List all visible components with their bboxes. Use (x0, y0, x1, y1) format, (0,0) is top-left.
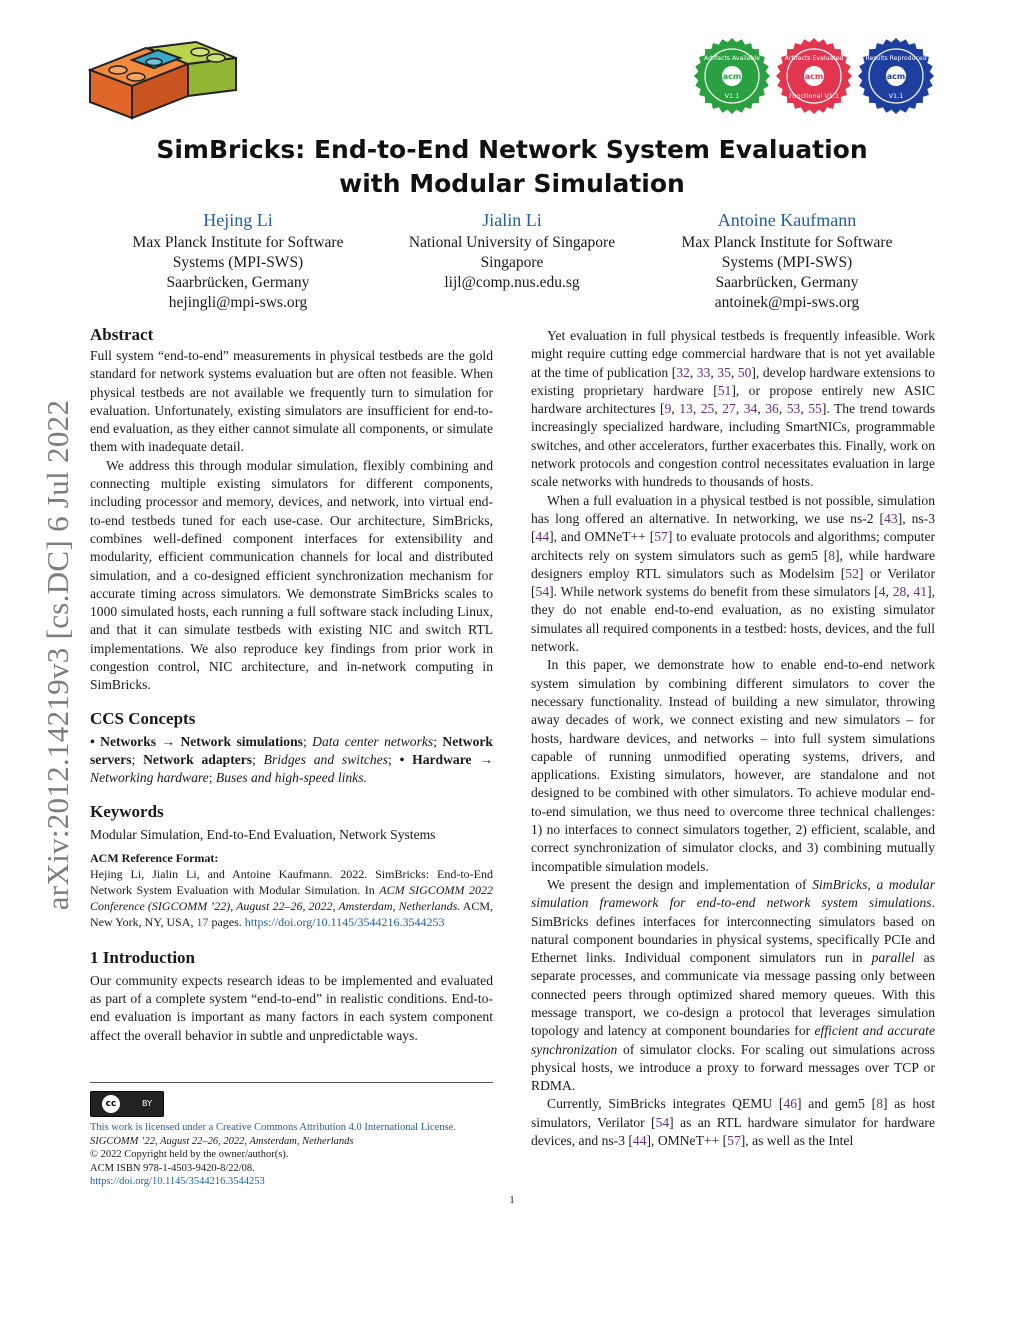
citation-link[interactable]: 55 (808, 401, 822, 417)
citation-link[interactable]: 28 (892, 584, 907, 600)
acm-badge-2 (776, 38, 852, 114)
acm-badge-3 (858, 38, 934, 114)
paper-title (120, 133, 904, 201)
author-affiliation: Systems (MPI-SWS) (172, 254, 304, 271)
citation-link[interactable]: 33 (696, 364, 711, 380)
copyright: © 2022 Copyright held by the owner/author(s). (90, 1149, 289, 1160)
author-name[interactable]: Hejing Li (203, 210, 273, 230)
abstract-heading: Abstract (90, 325, 154, 344)
badge-acm-label: acm (722, 72, 742, 81)
author-location: Saarbrücken, Germany (166, 274, 310, 291)
keywords-heading: Keywords (90, 801, 164, 821)
body-paragraph: Currently, SimBricks integrates QEMU [46] and gem5 [8] as host simulators, Verilator [54] as an RTL hardware simulator for hardware devices, and ns-3 [44], OMNeT++ [57], as well as the Intel (531, 1096, 936, 1149)
abstract-paragraph: We address this through modular simulation, flexibly combining and connecting multiple existing simulators for different components, including processor and memory, devices, and network, into virtual end-to-end testbeds tuned for each use-case. Our architecture, SimBricks, combines well-defined component interfaces for extensibility and modularity, efficient communication channels for local and distributed simulation, and a co-designed efficient synchronization mechanism for accurate timing across simulators. We demonstrate SimBricks scales to 1000 simulated hosts, each running a full software stack including Linux, and that it can simulate testbeds with existing NIC and switch RTL implementations. We also reproduce key findings from prior work in congestion control, NIC architecture, and in-network computing in SimBricks. (90, 457, 493, 693)
abstract-paragraph: Full system “end-to-end” measurements in physical testbeds are the gold standard for network systems evaluation but are often not feasible. When physical testbeds are not available we frequently turn to simulation for evaluation. Unfortunately, existing simulators are insufficient for end-to-end evaluation, as they either cannot simulate all components, or simulate them with inadequate detail. (90, 348, 493, 455)
citation-link[interactable]: 46 (783, 1096, 798, 1112)
citation-link[interactable]: 8 (828, 547, 836, 563)
page-count-link[interactable]: 17 (196, 914, 209, 929)
citation-link[interactable]: 27 (722, 401, 736, 417)
citation-link[interactable]: 52 (845, 565, 859, 581)
citation-link[interactable]: 57 (654, 529, 668, 545)
citation-link[interactable]: 8 (876, 1096, 883, 1112)
citation-link[interactable]: 9 (664, 401, 672, 417)
license-link[interactable]: This work is licensed under a Creative Commons Attribution 4.0 International License. (90, 1122, 456, 1133)
acm-reference-venue: ACM SIGCOMM 2022 Conference (SIGCOMM ’22), August 22–26, 2022, Amsterdam, Netherlands. (90, 882, 493, 913)
acm-badges (692, 36, 938, 121)
introduction-paragraph: Our community expects research ideas to be implemented and evaluated as part of a complete system “end-to-end” in realistic conditions. End-to-end evaluation is important as many factors in each system component affect the overall behavior in subtle and unpredictable ways. (90, 972, 493, 1043)
ccs-term: Network servers (90, 733, 493, 767)
introduction-heading: 1 Introduction (90, 947, 196, 967)
ccs-concepts: • Networks → Network simulations; Data center networks; Network servers; Network adapters; Bridges and switches; • Hardware → Networking hardware; Buses and high-speed links. (90, 733, 493, 786)
doi-link[interactable]: https://doi.org/10.1145/3544216.3544253 (244, 914, 445, 929)
citation-link[interactable]: 41 (913, 584, 928, 600)
badge-version: V1.1 (888, 92, 904, 100)
ccs-term: • Hardware (399, 751, 472, 767)
author-email: antoinek@mpi-sws.org (714, 294, 860, 311)
citation-link[interactable]: 32 (676, 364, 690, 380)
acm-reference-heading: ACM Reference Format: (90, 850, 219, 865)
right-column (531, 327, 935, 1150)
acm-reference (90, 866, 493, 930)
acm-reference-text: Hejing Li, Jialin Li, and Antoine Kaufmann. 2022. SimBricks: End-to-End Network System Evaluation with Modular Simulation. In (90, 866, 493, 897)
citation-link[interactable]: 57 (727, 1133, 741, 1149)
citation-link[interactable]: 51 (717, 382, 732, 398)
left-column (90, 323, 493, 1045)
author-name[interactable]: Antoine Kaufmann (717, 210, 857, 230)
badge-acm-label: acm (804, 72, 824, 81)
badge-title: Artifacts Available (704, 55, 760, 62)
body-paragraph: We present the design and implementation of SimBricks, a modular simulation framework for end-to-end network system simulations. SimBricks defines interfaces for interconnecting simulators based on natural component boundaries in physical systems, specifically PCIe and Ethernet links. Individual component simulators run in parallel as separate processes, and communicate via message passing only between connected peers through optimized shared memory queues. With this message transport, we co-design a protocol that leverages simulation topology and latency at component boundaries for efficient and accurate synchronization of simulator clocks. For scaling out simulations across physical hosts, we introduce a proxy to forward messages over TCP or RDMA. (531, 876, 935, 1094)
ccs-term: Networking hardware (90, 770, 209, 786)
ccs-term: Network adapters (143, 751, 253, 767)
keywords: Modular Simulation, End-to-End Evaluation, Network Systems (90, 826, 436, 842)
page-number: 1 (509, 1194, 515, 1206)
body-paragraph: When a full evaluation in a physical testbed is not possible, simulation has long offered an alternative. In networking, we use ns-2 [43], ns-3 [44], and OMNeT++ [57] to evaluate protocols and algorithms; computer architects rely on system simulators such as gem5 [8], while hardware designers employ RTL simulators such as Modelsim [52] or Verilator [54]. While network systems do benefit from these simulators [4, 28, 41], they do not enable end-to-end evaluation, as no existing simulator simulates all required components in a testbed: hosts, devices, and the full network. (531, 492, 936, 655)
author-name[interactable]: Jialin Li (482, 210, 542, 230)
author-affiliation: Max Planck Institute for Software (681, 234, 893, 251)
author-location: Saarbrücken, Germany (715, 274, 859, 291)
ccs-term: • Networks → Network simulations (90, 733, 303, 749)
title-line-2: with Modular Simulation (339, 169, 685, 198)
license-footer (90, 1082, 493, 1189)
body-paragraph: Yet evaluation in full physical testbeds is frequently infeasible. Work might require cutting edge commercial hardware that is not yet available at the time of publication [32, 33, 35, 50], develop hardware extensions to existing proprietary hardware [51], or propose entirely new ASIC hardware architectures [9, 13, 25, 27, 34, 36, 53, 55]. The trend towards increasingly specialized hardware, including SmartNICs, programmable switches, and other accelerators, further exacerbates this. Finally, work on network protocols and congestion control necessitates evaluation in large scale networks with hundreds to thousands of hosts. (531, 328, 936, 490)
citation-link[interactable]: 35 (717, 364, 731, 380)
citation-link[interactable]: 25 (700, 401, 715, 417)
title-line-1: SimBricks: End-to-End Network System Evaluation (156, 135, 868, 164)
citation-link[interactable]: 53 (786, 401, 801, 417)
citation-link[interactable]: 43 (884, 510, 898, 526)
acm-badge-1 (694, 38, 770, 114)
author-block-1 (108, 207, 368, 313)
badge-title: Results Reproduced (865, 55, 927, 62)
simbricks-logo (88, 40, 238, 122)
citation-link[interactable]: 34 (743, 401, 758, 417)
creative-commons-icon: cc (102, 1095, 120, 1113)
author-email: hejingli@mpi-sws.org (168, 294, 308, 311)
author-affiliation: National University of Singapore (408, 234, 616, 251)
citation-link[interactable]: 44 (535, 529, 550, 545)
author-email: lijl@comp.nus.edu.sg (444, 274, 580, 291)
acm-isbn: ACM ISBN 978-1-4503-9420-8/22/08. (90, 1162, 255, 1174)
author-block-2 (382, 207, 642, 293)
citation-link[interactable]: 4 (878, 584, 886, 600)
acm-reference-text: ACM, New York, NY, USA, (90, 898, 493, 929)
badge-acm-label: acm (886, 72, 906, 81)
author-affiliation: Max Planck Institute for Software (132, 234, 344, 251)
doi-link[interactable]: https://doi.org/10.1145/3544216.3544253 (90, 1176, 265, 1187)
citation-link[interactable]: 44 (632, 1133, 647, 1149)
citation-link[interactable]: 50 (737, 364, 752, 380)
arxiv-identifier: arXiv:2012.14219v3 [cs.DC] 6 Jul 2022 (40, 399, 75, 911)
attribution-icon: BY (142, 1099, 152, 1109)
ccs-term: Bridges and switches (263, 751, 389, 767)
badge-version: Functional V1.1 (788, 92, 840, 100)
author-affiliation: Systems (MPI-SWS) (721, 254, 853, 271)
conference-info: SIGCOMM ’22, August 22–26, 2022, Amsterdam, Netherlands (90, 1135, 354, 1147)
author-affiliation: Singapore (480, 254, 544, 271)
citation-link[interactable]: 36 (765, 401, 779, 417)
citation-link[interactable]: 54 (535, 584, 550, 600)
badge-version: V1.1 (724, 92, 740, 100)
citation-link[interactable]: 54 (655, 1114, 670, 1130)
ccs-term: Data center networks (312, 733, 434, 749)
citation-link[interactable]: 13 (679, 401, 693, 417)
cc-by-badge[interactable] (90, 1091, 164, 1117)
badge-title: Artifacts Evaluated (784, 55, 844, 62)
ccs-term: Buses and high-speed links. (215, 770, 367, 786)
author-block-3 (657, 207, 917, 313)
ccs-heading: CCS Concepts (90, 708, 196, 728)
body-paragraph: In this paper, we demonstrate how to enable end-to-end network system simulation by combining different simulators to cover the necessary functionality. Instead of building a new simulator, throwing away decades of work, we connect existing and new simulators – for hosts, hardware devices, and networks – into full system simulations capable of running unmodified operating systems, drivers, and applications. Existing simulators, however, are standalone and not designed to be combined with other simulators. To achieve modular end-to-end simulation, we thus need to overcome three technical challenges: 1) no interfaces to connect simulators together, 2) efficient, scalable, and correct synchronization of simulator clocks, and 3) combining mutually incompatible simulation models. (531, 657, 935, 874)
acm-reference-text: pages. (208, 914, 245, 929)
